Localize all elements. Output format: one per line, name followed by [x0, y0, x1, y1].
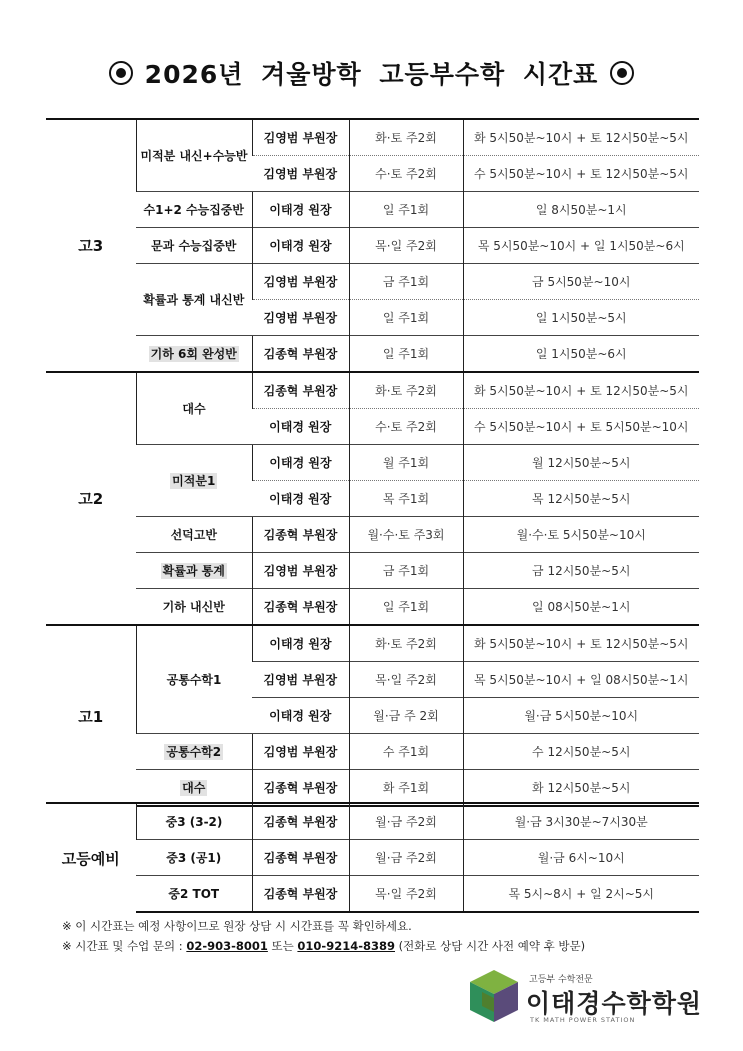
class-name: 문과 수능집중반 [136, 228, 252, 264]
frequency: 목·일 주2회 [349, 228, 463, 264]
time: 월·금 5시50분~10시 [463, 698, 699, 734]
class-name: 수1+2 수능집중반 [136, 192, 252, 228]
frequency: 월·금 주2회 [349, 840, 463, 876]
frequency: 일 주1회 [349, 300, 463, 336]
page-title: 2026년 겨울방학 고등부수학 시간표 [0, 55, 743, 91]
time: 화 5시50분~10시 + 토 12시50분~5시 [463, 625, 699, 662]
frequency: 수·토 주2회 [349, 156, 463, 192]
class-name: 미적분1 [136, 445, 252, 517]
time: 수 5시50분~10시 + 토 5시50분~10시 [463, 409, 699, 445]
class-name: 확률과 통계 내신반 [136, 264, 252, 336]
grade-label: 고2 [46, 372, 136, 625]
time: 목 5시~8시 + 일 2시~5시 [463, 876, 699, 913]
class-name: 선덕고반 [136, 517, 252, 553]
time: 목 12시50분~5시 [463, 481, 699, 517]
teacher: 김영범 부원장 [252, 553, 349, 589]
frequency: 일 주1회 [349, 336, 463, 373]
teacher: 김영범 부원장 [252, 734, 349, 770]
frequency: 일 주1회 [349, 192, 463, 228]
time: 일 8시50분~1시 [463, 192, 699, 228]
table-row [46, 517, 699, 553]
frequency: 월·수·토 주3회 [349, 517, 463, 553]
teacher: 김종혁 부원장 [252, 770, 349, 807]
grade-label: 고3 [46, 119, 136, 372]
table-row [46, 876, 699, 913]
teacher: 이태경 원장 [252, 445, 349, 481]
table-row [46, 192, 699, 228]
time: 월·수·토 5시50분~10시 [463, 517, 699, 553]
logo-name: 이태경수학학원 [526, 989, 703, 1018]
time: 월·금 3시30분~7시30분 [463, 803, 699, 840]
time: 금 12시50분~5시 [463, 553, 699, 589]
schedule-table [46, 118, 699, 807]
pre-schedule-table [46, 802, 699, 913]
class-name: 미적분 내신+수능반 [136, 119, 252, 192]
phone-link[interactable]: 010-9214-8389 [297, 939, 395, 953]
class-name: 확률과 통계 [136, 553, 252, 589]
time: 목 5시50분~10시 + 일 1시50분~6시 [463, 228, 699, 264]
time: 일 1시50분~5시 [463, 300, 699, 336]
cube-logo-icon [468, 968, 520, 1024]
class-name: 기하 내신반 [136, 589, 252, 626]
teacher: 김영범 부원장 [252, 119, 349, 156]
table-row [46, 625, 699, 662]
teacher: 김종혁 부원장 [252, 840, 349, 876]
class-name: 공통수학2 [136, 734, 252, 770]
class-name: 기하 6회 완성반 [136, 336, 252, 373]
teacher: 김종혁 부원장 [252, 372, 349, 409]
time: 월 12시50분~5시 [463, 445, 699, 481]
academy-logo [468, 968, 708, 1028]
grade-label: 고등예비 [46, 803, 136, 912]
frequency: 일 주1회 [349, 589, 463, 626]
table-row [46, 840, 699, 876]
time: 월·금 6시~10시 [463, 840, 699, 876]
teacher: 이태경 원장 [252, 625, 349, 662]
teacher: 김종혁 부원장 [252, 336, 349, 373]
frequency: 화·토 주2회 [349, 119, 463, 156]
teacher: 김종혁 부원장 [252, 803, 349, 840]
table-row [46, 770, 699, 807]
frequency: 금 주1회 [349, 264, 463, 300]
class-name: 중2 TOT [136, 876, 252, 913]
grade-label: 고1 [46, 625, 136, 806]
frequency: 월 주1회 [349, 445, 463, 481]
table-row [46, 372, 699, 409]
table-row [46, 445, 699, 481]
contact-line: ※ 시간표 및 수업 문의 : 02-903-8001 또는 010-9214-8389 (전화로 상담 시간 사전 예약 후 방문) [62, 939, 586, 953]
time: 화 5시50분~10시 + 토 12시50분~5시 [463, 119, 699, 156]
time: 목 5시50분~10시 + 일 08시50분~1시 [463, 662, 699, 698]
time: 수 5시50분~10시 + 토 12시50분~5시 [463, 156, 699, 192]
frequency: 금 주1회 [349, 553, 463, 589]
class-name: 중3 (3-2) [136, 803, 252, 840]
logo-english: TK MATH POWER STATION [530, 1016, 636, 1024]
table-row [46, 119, 699, 156]
time: 화 12시50분~5시 [463, 770, 699, 807]
flower-icon [610, 61, 634, 85]
frequency: 목·일 주2회 [349, 662, 463, 698]
teacher: 김종혁 부원장 [252, 589, 349, 626]
table-row [46, 553, 699, 589]
class-name: 공통수학1 [136, 625, 252, 734]
logo-subtitle: 고등부 수학전문 [529, 975, 593, 985]
class-name: 대수 [136, 770, 252, 807]
teacher: 김영범 부원장 [252, 662, 349, 698]
teacher: 김종혁 부원장 [252, 876, 349, 913]
frequency: 화·토 주2회 [349, 625, 463, 662]
time: 수 12시50분~5시 [463, 734, 699, 770]
time: 일 1시50분~6시 [463, 336, 699, 373]
frequency: 월·금 주 2회 [349, 698, 463, 734]
time: 금 5시50분~10시 [463, 264, 699, 300]
frequency: 목·일 주2회 [349, 876, 463, 913]
frequency: 수·토 주2회 [349, 409, 463, 445]
frequency: 화·토 주2회 [349, 372, 463, 409]
class-name: 대수 [136, 372, 252, 445]
frequency: 수 주1회 [349, 734, 463, 770]
teacher: 이태경 원장 [252, 409, 349, 445]
teacher: 김종혁 부원장 [252, 517, 349, 553]
frequency: 목 주1회 [349, 481, 463, 517]
table-row [46, 734, 699, 770]
flower-icon [109, 61, 133, 85]
phone-link[interactable]: 02-903-8001 [186, 939, 268, 953]
table-row [46, 803, 699, 840]
teacher: 이태경 원장 [252, 192, 349, 228]
teacher: 김영범 부원장 [252, 264, 349, 300]
teacher: 이태경 원장 [252, 481, 349, 517]
table-row [46, 228, 699, 264]
teacher: 이태경 원장 [252, 228, 349, 264]
frequency: 월·금 주2회 [349, 803, 463, 840]
table-row [46, 589, 699, 626]
frequency: 화 주1회 [349, 770, 463, 807]
teacher: 김영범 부원장 [252, 156, 349, 192]
table-row [46, 264, 699, 300]
notice-line: ※ 이 시간표는 예정 사항이므로 원장 상담 시 시간표를 꼭 확인하세요. [62, 919, 412, 933]
time: 일 08시50분~1시 [463, 589, 699, 626]
table-row [46, 336, 699, 373]
time: 화 5시50분~10시 + 토 12시50분~5시 [463, 372, 699, 409]
class-name: 중3 (공1) [136, 840, 252, 876]
teacher: 이태경 원장 [252, 698, 349, 734]
teacher: 김영범 부원장 [252, 300, 349, 336]
